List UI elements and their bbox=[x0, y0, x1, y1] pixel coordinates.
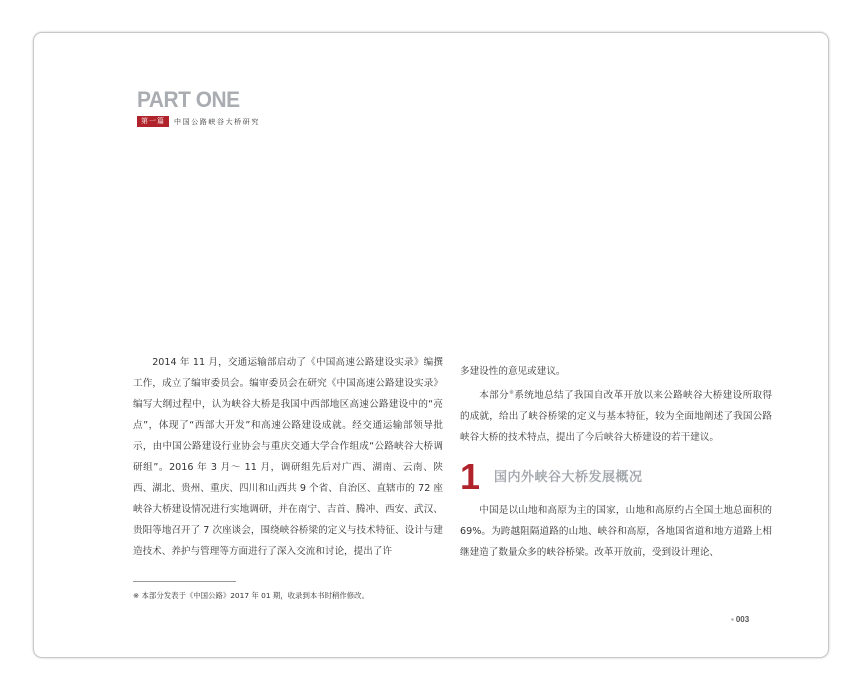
part-badge: 第一篇 bbox=[137, 116, 169, 127]
page-number bbox=[731, 615, 749, 624]
intro-paragraph: 2014 年 11 月，交通运输部启动了《中国高速公路建设实录》编撰工作，成立了编审委员会。编审委员会在研究《中国高速公路建设实录》编写大纲过程中，认为峡谷大桥是我国中西部地区高速公路建设中的“亮点”，体现了“西部大开发”和高速公路建设成就。经交通运输部领导批示，由中国公路建设行业协会与重庆交通大学合作组成“公路峡谷大桥调研组”。2016 年 3 月～ 11 月，调研组先后对广西、湖南、云南、陕西、湖北、贵州、重庆、四川和山西共 9 个省、自治区、直辖市的 72 座峡谷大桥建设情况进行实地调研，并在南宁、吉首、腾冲、西安、武汉、贵阳等地召开了 7 次座谈会，围绕峡谷桥梁的定义与技术特征、设计与建造技术、养护与管理等方面进行了深入交流和讨论，提出了许 bbox=[133, 357, 443, 557]
section-number: 1 bbox=[460, 456, 481, 497]
footnote-divider bbox=[133, 581, 236, 582]
section-title: 国内外峡谷大桥发展概况 bbox=[494, 469, 643, 485]
part-subtitle: 中国公路峡谷大桥研究 bbox=[174, 117, 260, 126]
book-page bbox=[33, 32, 829, 658]
page-number-value: 003 bbox=[735, 615, 750, 624]
footnote: ※ 本部分发表于《中国公路》2017 年 01 期，收录到本书时稍作修改。 bbox=[133, 591, 369, 600]
summary-paragraph bbox=[460, 382, 772, 448]
summary-lead: 本部分 bbox=[479, 390, 509, 401]
part-title: PART ONE bbox=[137, 87, 240, 112]
section-heading bbox=[460, 456, 772, 497]
footnote-marker: ※ bbox=[508, 389, 515, 396]
left-column bbox=[133, 352, 443, 562]
right-column bbox=[460, 361, 772, 563]
section-paragraph: 中国是以山地和高原为主的国家，山地和高原约占全国土地总面积的 69%。为跨越阻隔道路的山地、峡谷和高原，各地国省道和地方道路上相继建造了数量众多的峡谷桥梁。改革开放前，受到设计理论、 bbox=[460, 505, 772, 558]
page-number-marker: ▪ bbox=[731, 615, 734, 624]
part-subtitle-row bbox=[137, 116, 260, 127]
continued-text: 多建设性的意见或建议。 bbox=[460, 366, 566, 377]
summary-text: 系统地总结了我国自改革开放以来公路峡谷大桥建设所取得的成就，给出了峡谷桥梁的定义与基本特征，较为全面地阐述了我国公路峡谷大桥的技术特点，提出了今后峡谷大桥建设的若干建议。 bbox=[460, 390, 773, 443]
part-header bbox=[137, 89, 260, 127]
